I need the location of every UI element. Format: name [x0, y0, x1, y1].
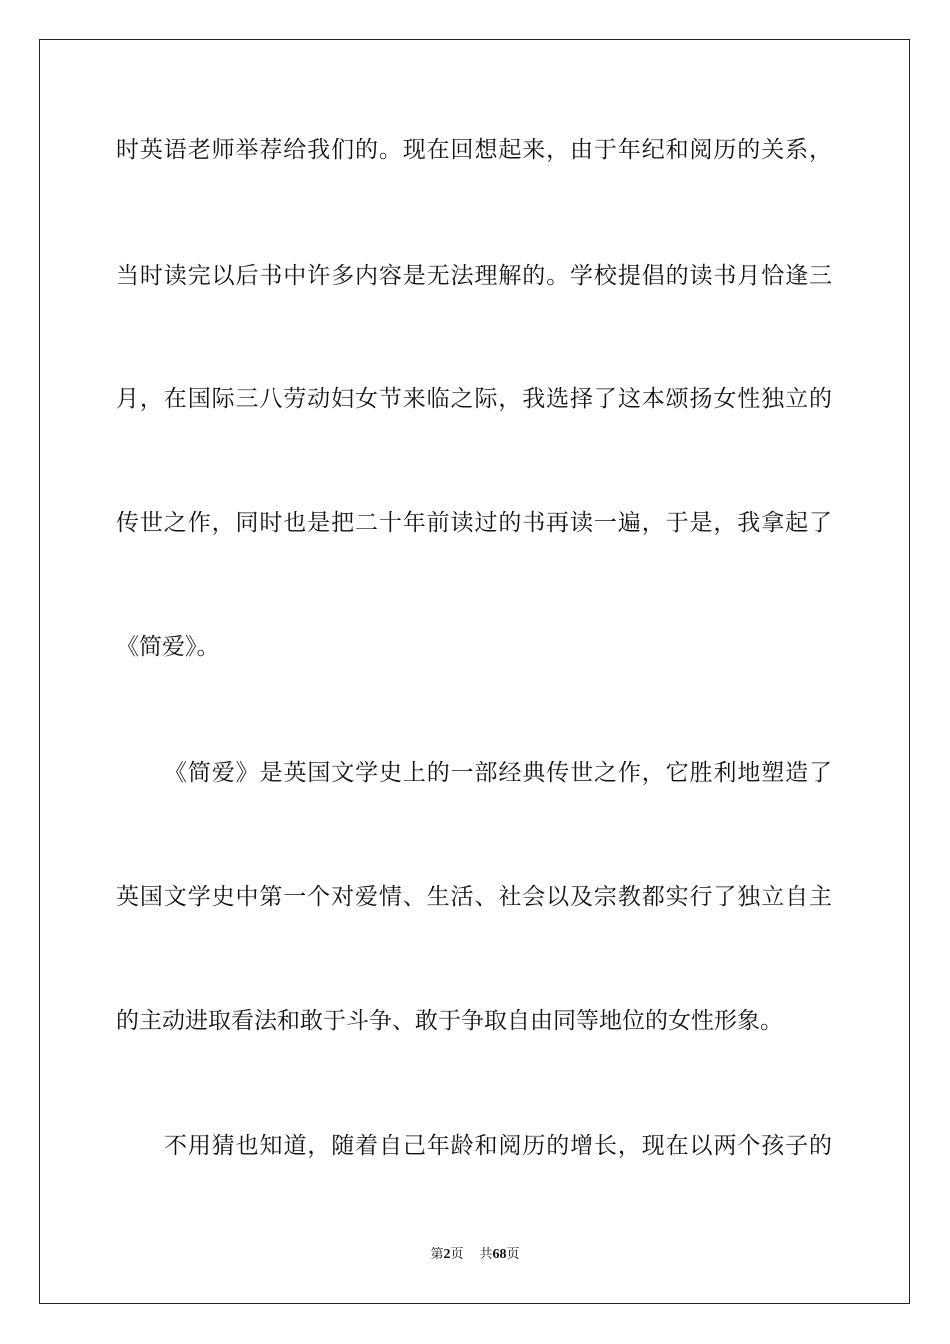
page-label-prefix: 第 — [430, 1247, 444, 1262]
total-pages: 68 — [492, 1247, 507, 1262]
page-frame — [39, 39, 910, 1304]
total-label-prefix: 共 — [479, 1247, 493, 1262]
body-text-line: 当时读完以后书中许多内容是无法理解的。学校提倡的读书月恰逢三 — [116, 263, 832, 289]
body-text-line: 《简爱》。 — [116, 634, 220, 660]
body-text-line: 的主动进取看法和敢于斗争、敢于争取自由同等地位的女性形象。 — [116, 1008, 783, 1034]
page-number: 2 — [443, 1247, 451, 1262]
body-text-line: 传世之作，同时也是把二十年前读过的书再读一遍，于是，我拿起了 — [116, 510, 832, 536]
page-footer — [0, 1246, 950, 1264]
body-text-line: 月，在国际三八劳动妇女节来临之际，我选择了这本颂扬女性独立的 — [116, 386, 832, 412]
body-text-line: 英国文学史中第一个对爱情、生活、社会以及宗教都实行了独立自主 — [116, 884, 832, 910]
total-label-suffix: 页 — [506, 1247, 520, 1262]
paragraph-start-line: 不用猜也知道，随着自己年龄和阅历的增长，现在以两个孩子的 — [164, 1133, 832, 1159]
page-label-suffix: 页 — [450, 1247, 464, 1262]
body-text-line: 时英语老师举荐给我们的。现在回想起来，由于年纪和阅历的关系， — [116, 137, 832, 163]
paragraph-start-line: 《简爱》是英国文学史上的一部经典传世之作，它胜利地塑造了 — [164, 760, 832, 786]
